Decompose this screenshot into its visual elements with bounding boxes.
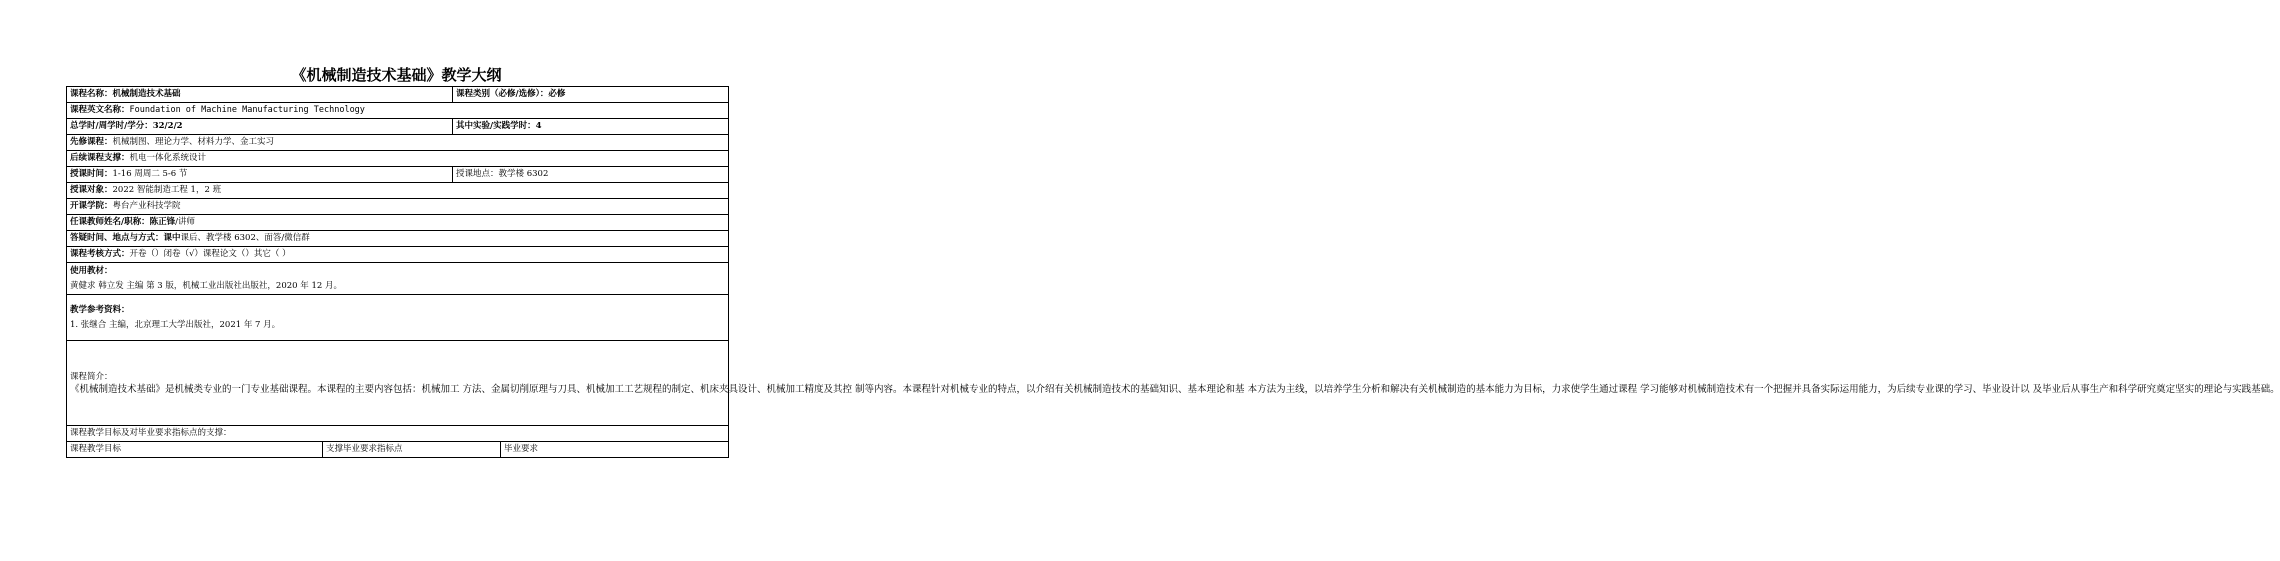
row-intro [67,341,729,426]
support-header-cell: 课程教学目标及对毕业要求指标点的支撑： [67,426,729,442]
course-type-label: 课程类别（必修/选修）： [456,89,549,99]
teacher-cell [67,215,729,231]
syllabus-table [66,86,2280,458]
target-cell [67,183,729,199]
time-value: 1-16 周周二 5-6 节 [112,169,188,179]
time-label: 授课时间： [70,169,113,179]
page-title: 《机械制造技术基础》教学大纲 [291,66,502,84]
course-name-label: 课程名称： [70,89,113,99]
refs-value: 1. 张继合 主编，北京理工大学出版社，2021 年 7 月。 [70,319,281,330]
course-name-value: 机械制造技术基础 [112,89,181,99]
refs-label: 教学参考资料： [70,304,130,315]
time-cell [67,167,453,183]
refs-cell [67,295,729,341]
lab-hours-label: 其中实验/实践学时： [456,121,536,131]
row-teacher [67,215,729,231]
lab-hours-value: 4 [535,121,542,131]
textbook-value: 黄健求 韩立发 主编 第 3 版，机械工业出版社出版社，2020 年 12 月。 [70,280,342,291]
hours-value: 32/2/2 [152,121,183,131]
course-name-cell [67,87,453,103]
college-label: 开课学院： [70,201,113,211]
row-hours [67,119,729,135]
english-name-value: Foundation of Machine Manufacturing Technology [129,105,365,115]
place-cell [453,167,729,183]
target-value: 2022 智能制造工程 1，2 班 [112,185,222,195]
english-name-cell [67,103,729,119]
college-cell [67,199,729,215]
place-value: 教学楼 6302 [498,169,549,179]
exam-cell [67,247,729,263]
hours-cell [67,119,453,135]
row-qa [67,231,729,247]
lab-hours-cell [453,119,729,135]
course-type-value: 必修 [548,89,566,99]
course-type-cell [453,87,729,103]
textbook-cell [67,263,729,295]
qa-cell [67,231,729,247]
textbook-label: 使用教材： [70,265,113,276]
teacher-title: /讲师 [175,217,195,227]
intro-label: 课程简介： [70,371,113,382]
row-followup [67,151,729,167]
exam-value: 开卷（）闭卷（√）课程论文（）其它（ ） [129,249,291,259]
teacher-label: 任课教师姓名/职称： [70,217,150,227]
row-support-columns [67,442,729,458]
support-col-requirement: 毕业要求 [501,442,729,458]
intro-cell [67,341,2280,426]
row-refs [67,295,729,341]
row-target [67,183,729,199]
prereq-cell [67,135,729,151]
qa-label: 答疑时间、地点与方式： [70,233,164,243]
target-label: 授课对象： [70,185,113,195]
qa-bold-part: 课中 [163,233,181,243]
followup-label: 后续课程支撑： [70,153,130,163]
row-exam [67,247,729,263]
qa-value: 课后、教学楼 6302、面答/微信群 [180,233,310,243]
support-col-indicator: 支撑毕业要求指标点 [323,442,501,458]
followup-value: 机电一体化系统设计 [129,153,207,163]
place-label: 授课地点： [456,169,499,179]
row-english-name [67,103,729,119]
prereq-label: 先修课程： [70,137,113,147]
row-support-header [67,426,729,442]
row-college [67,199,729,215]
intro-body: 《机械制造技术基础》是机械类专业的一门专业基础课程。本课程的主要内容包括：机械加工 方法、金属切削原理与刀具、机械加工工艺规程的制定、机床夹具设计、机械加工精度及其控 制等内容。本课程针对机械专业的特点，以介绍有关机械制造技术的基础知识、基本理论和基 本方法为主线，以培养学生分析和解决有关机械制造的基本能力为目标，力求使学生通过课程 学习能够对机械制造技术有一个把握并具备实际运用能力，为后续专业课的学习、毕业设计以 及毕业后从事生产和科学研究奠定坚实的理论与实践基础。 [70,383,2280,395]
exam-label: 课程考核方式： [70,249,130,259]
support-col-goal: 课程教学目标 [67,442,323,458]
followup-cell [67,151,729,167]
row-time [67,167,729,183]
row-prereq [67,135,729,151]
row-course-name [67,87,729,103]
teacher-name: 陈正锋 [149,217,176,227]
prereq-value: 机械制图、理论力学、材料力学、金工实习 [112,137,275,147]
row-textbook [67,263,729,295]
hours-label: 总学时/周学时/学分： [70,121,153,131]
college-value: 粤台产业科技学院 [112,201,181,211]
english-name-label: 课程英文名称： [70,105,130,115]
